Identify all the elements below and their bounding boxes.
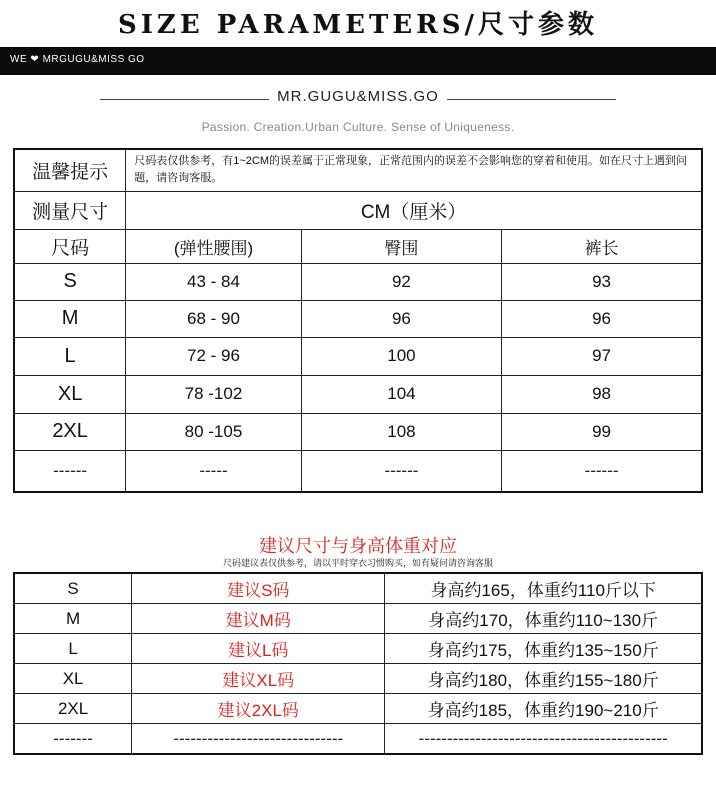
table-row [14, 664, 702, 694]
column-header: 臀围 [301, 229, 501, 263]
recommend-cell: 建议2XL码 [132, 694, 385, 724]
table-row [14, 724, 702, 755]
size-cell: XL [14, 664, 132, 694]
placeholder-cell: ------ [14, 450, 126, 492]
waist-cell: 68 - 90 [126, 300, 302, 337]
recommend-cell: 建议L码 [132, 634, 385, 664]
body-cell: 身高约180，体重约155~180斤 [385, 664, 702, 694]
size-cell: 2XL [14, 413, 126, 450]
waist-cell: 72 - 96 [126, 337, 302, 375]
recommend-table [13, 572, 703, 755]
length-cell: 96 [502, 300, 702, 337]
placeholder-cell: -------------------------------------------- [385, 724, 702, 755]
size-cell: L [14, 337, 126, 375]
table-row [14, 573, 702, 604]
hip-cell: 96 [301, 300, 501, 337]
table-row [14, 375, 702, 413]
size-cell: M [14, 604, 132, 634]
table-row [14, 604, 702, 634]
brand-name [0, 88, 716, 105]
placeholder-cell: ------------------------------ [132, 724, 385, 755]
length-cell: 97 [502, 337, 702, 375]
size-cell: M [14, 300, 126, 337]
size-cell: L [14, 634, 132, 664]
brand-bar [0, 47, 716, 75]
column-header: (弹性腰围) [126, 229, 302, 263]
waist-cell: 43 - 84 [126, 263, 302, 300]
recommend-title: 建议尺寸与身高体重对应 [259, 536, 457, 557]
brand-name-text: MR.GUGU&MISS.GO [269, 88, 447, 105]
tip-label: 温馨提示 [14, 149, 126, 191]
size-cell: XL [14, 375, 126, 413]
recommend-cell: 建议XL码 [132, 664, 385, 694]
length-cell: 98 [502, 375, 702, 413]
table-row [14, 337, 702, 375]
page-title: SIZE PARAMETERS/尺寸参数 [117, 10, 599, 40]
placeholder-cell: ------- [14, 724, 132, 755]
placeholder-cell: ----- [126, 450, 302, 492]
column-header: 尺码 [14, 229, 126, 263]
body-cell: 身高约175，体重约135~150斤 [385, 634, 702, 664]
placeholder-cell: ------ [301, 450, 501, 492]
tagline-suffix: MRGUGU&MISS GO [42, 54, 145, 65]
placeholder-cell: ------ [502, 450, 702, 492]
tip-text: 尺码表仅供参考，有1~2CM的误差属于正常现象，正常范围内的误差不会影响您的穿着和使用。如在尺寸上遇到问题，请咨询客服。 [126, 149, 702, 191]
hip-cell: 100 [301, 337, 501, 375]
column-header: 裤长 [502, 229, 702, 263]
tagline-prefix: WE [10, 54, 28, 65]
table-row [14, 263, 702, 300]
hip-cell: 108 [301, 413, 501, 450]
table-row [14, 413, 702, 450]
waist-cell: 78 -102 [126, 375, 302, 413]
length-cell: 99 [502, 413, 702, 450]
body-cell: 身高约165，体重约110斤以下 [385, 573, 702, 604]
hip-cell: 104 [301, 375, 501, 413]
recommend-subtitle: 尺码建议表仅供参考，请以平时穿衣习惯购买，如有疑问请咨询客服 [222, 559, 493, 569]
recommend-cell: 建议S码 [132, 573, 385, 604]
body-cell: 身高约185，体重约190~210斤 [385, 694, 702, 724]
body-cell: 身高约170，体重约110~130斤 [385, 604, 702, 634]
table-row [14, 300, 702, 337]
unit-label: CM（厘米） [126, 191, 702, 229]
length-cell: 93 [502, 263, 702, 300]
size-cell: 2XL [14, 694, 132, 724]
heart-icon: ❤ [30, 54, 40, 65]
table-row [14, 450, 702, 492]
size-cell: S [14, 263, 126, 300]
size-cell: S [14, 573, 132, 604]
measure-label: 测量尺寸 [14, 191, 126, 229]
waist-cell: 80 -105 [126, 413, 302, 450]
hip-cell: 92 [301, 263, 501, 300]
table-row [14, 634, 702, 664]
table-row [14, 694, 702, 724]
brand-tagline [10, 54, 145, 65]
brand-slogan: Passion. Creation.Urban Culture. Sense of Uniqueness. [201, 120, 515, 134]
size-table [13, 148, 703, 493]
recommend-cell: 建议M码 [132, 604, 385, 634]
